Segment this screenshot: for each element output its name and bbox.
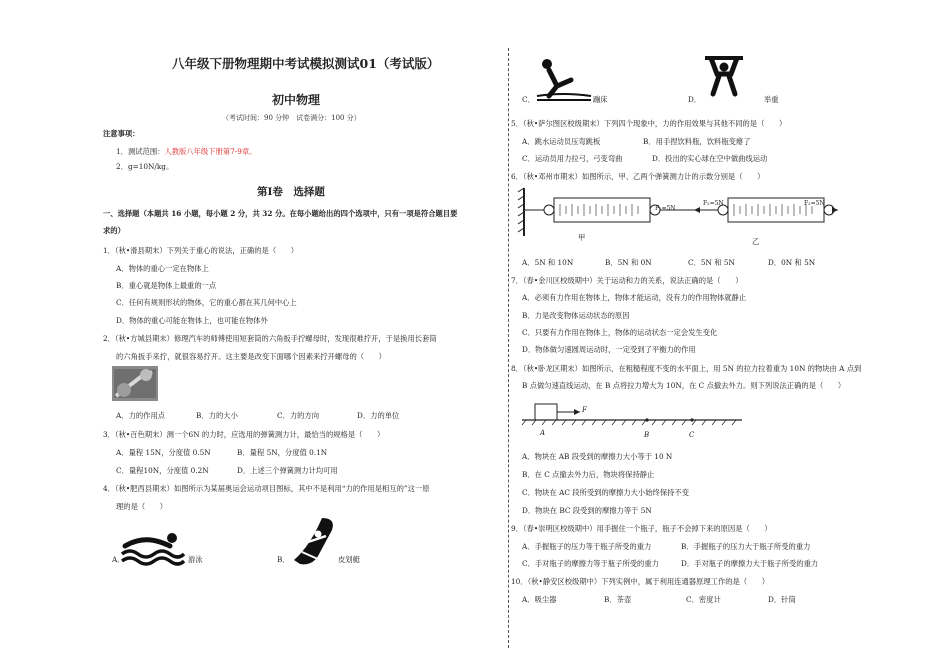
q3-stem: 3．（秋•百色期末）测一个6N 的力时，应选用的弹簧测力计，最恰当的规格是（ ） xyxy=(103,430,385,439)
spring-scale-diagram xyxy=(518,186,838,246)
q1-option-d: D．物体的重心可能在物体上，也可能在物体外 xyxy=(116,316,268,325)
wrench-photo xyxy=(112,366,158,401)
q6-option-a: A．5N 和 10N xyxy=(522,258,574,267)
q2-option-d: D．力的单位 xyxy=(357,411,400,420)
q9-option-c: C．手对瓶子的摩擦力等于瓶子所受的重力 xyxy=(522,559,659,568)
q5-option-c: C．运动员用力拉弓，弓变弯曲 xyxy=(522,154,623,163)
weightlifting-pictogram-icon xyxy=(703,52,745,96)
q6-option-c: C．5N 和 5N xyxy=(688,258,735,267)
q10-option-d: D．针筒 xyxy=(768,595,796,604)
q8-label-f: F xyxy=(582,406,587,414)
q4-option-c-letter: C． xyxy=(522,95,535,104)
trampoline-pictogram-icon xyxy=(535,58,593,104)
q2-stem-line1: 2．（秋•方城县期末）修理汽车的师傅使用短套筒的六角扳手拧螺母时，发现很难拧开，于是换用长套筒 xyxy=(103,334,437,343)
page-title: 八年级下册物理期中考试模拟测试01（考试版） xyxy=(172,56,440,71)
q7-option-d: D．物体做匀速圆周运动时，一定受到了平衡力的作用 xyxy=(522,345,696,354)
q5-option-d: D．投出的实心球在空中做曲线运动 xyxy=(652,154,768,163)
q1-option-b: B．重心就是物体上最重的一点 xyxy=(116,281,217,290)
q3-option-c: C．量程10N，分度值 0.2N xyxy=(116,466,209,475)
section-title: 第Ⅰ卷 选择题 xyxy=(257,186,325,198)
q8-label-a: A xyxy=(540,429,546,437)
q5-option-a: A．跳水运动员压弯跳板 xyxy=(522,137,601,146)
q3-option-d: D．上述三个弹簧测力计均可用 xyxy=(237,466,338,475)
q8-stem-line1: 8．（秋•卧龙区期末）如图所示，在粗糙程度不变的水平面上，用 5N 的拉力拉着重为 10N 的物块由 A 点到 xyxy=(511,364,862,373)
friction-diagram xyxy=(522,400,742,430)
q7-stem: 7．（春•金川区校级期中）关于运动和力的关系，说法正确的是（ ） xyxy=(511,276,743,285)
q10-option-b: B．茶壶 xyxy=(604,595,632,604)
q3-option-a: A．量程 15N，分度值 0.5N xyxy=(116,448,211,457)
q8-option-a: A．物块在 AB 段受到的摩擦力大小等于 10 N xyxy=(522,452,673,461)
section-intro-line1: 一、选择题（本题共 16 小题，每小题 2 分，共 32 分。在每小题给出的四个选项中，只有一项是符合题目要 xyxy=(103,209,458,218)
q4-option-a-text: 游泳 xyxy=(188,555,203,564)
q8-option-c: C．物块在 AC 段所受到的摩擦力大小始终保持不变 xyxy=(522,488,690,497)
q6-option-d: D．0N 和 5N xyxy=(768,258,816,267)
q9-option-d: D．手对瓶子的摩擦力大于瓶子所受的重力 xyxy=(681,559,819,568)
q6-stem: 6．（秋•邓州市期末）如图所示，甲、乙两个弹簧测力计的示数分别是（ ） xyxy=(511,172,765,181)
q7-option-c: C．只要有力作用在物体上，物体的运动状态一定会发生变化 xyxy=(522,328,718,337)
q4-option-d-text: 举重 xyxy=(764,95,779,104)
q4-stem-line1: 4．（秋•肥西县期末）如图所示为某届奥运会运动项目图标，其中不是利用“力的作用是相互的”这一原 xyxy=(103,484,430,493)
q10-option-c: C．密度计 xyxy=(686,595,721,604)
column-divider xyxy=(508,48,509,648)
q2-stem-line2: 的六角扳手来拧，就很容易拧开。这主要是改变下面哪个因素来拧开螺母的（ ） xyxy=(116,352,386,361)
q4-option-b-text: 皮划艇 xyxy=(338,555,360,564)
q9-option-a: A．手握瓶子的压力等于瓶子所受的重力 xyxy=(522,542,652,551)
q4-option-d-letter: D． xyxy=(688,95,702,104)
q1-option-c: C．任何有规则形状的物体，它的重心都在其几何中心上 xyxy=(116,298,297,307)
q6-force-2-label: F₂=5N xyxy=(703,200,724,207)
q6-force-3-label: F₂=5N xyxy=(804,200,825,207)
notes-item-1-range: 人教版八年级下册第7-9章。 xyxy=(164,147,257,156)
q1-option-a: A．物体的重心一定在物体上 xyxy=(116,264,209,273)
q9-stem: 9．（春•崇明区校级期中）用手握住一个瓶子，瓶子不会掉下来的原因是（ ） xyxy=(511,524,772,533)
q4-option-a-letter: A． xyxy=(112,555,125,564)
q2-option-a: A．力的作用点 xyxy=(116,411,166,420)
q4-stem-line2: 理的是（ ） xyxy=(116,502,168,511)
q2-option-c: C．力的方向 xyxy=(277,411,320,420)
q10-stem: 10．（秋•静安区校级期中）下列实例中，属于利用连通器原理工作的是（ ） xyxy=(511,577,770,586)
section-intro-line2: 求的） xyxy=(103,226,125,235)
q6-label-yi: 乙 xyxy=(752,237,760,246)
q6-option-b: B．5N 和 0N xyxy=(605,258,652,267)
q8-option-b: B．在 C 点撤去外力后，物块将保持静止 xyxy=(522,470,655,479)
q5-stem: 5．（秋•萨尔图区校级期末）下列四个现象中，力的作用效果与其他不同的是（ ） xyxy=(511,119,787,128)
swimming-pictogram-icon xyxy=(120,532,186,566)
q7-option-b: B．力是改变物体运动状态的原因 xyxy=(522,311,630,320)
q10-option-a: A．吸尘器 xyxy=(522,595,557,604)
q3-option-b: B．量程 5N，分度值 0.1N xyxy=(237,448,328,457)
q5-option-b: B．用手捏饮料瓶，饮料瓶变瘪了 xyxy=(643,137,751,146)
q8-label-b: B xyxy=(644,431,650,439)
notes-item-2: 2．g=10N/kg。 xyxy=(116,162,174,171)
q1-stem: 1．（秋•滑县期末）下列关于重心的说法，正确的是（ ） xyxy=(103,246,299,255)
subject-title: 初中物理 xyxy=(272,93,321,107)
q6-force-1-label: F₁=5N xyxy=(655,205,676,212)
q6-label-jia: 甲 xyxy=(578,233,586,242)
q4-option-c-text: 蹦床 xyxy=(593,95,608,104)
exam-meta: （考试时间：90 分钟 试卷满分：100 分） xyxy=(222,114,361,122)
q8-stem-line2: B 点做匀速直线运动，在 B 点将拉力增大为 10N，在 C 点撤去外力。则下列说法正确的是（ ） xyxy=(522,381,846,390)
q8-label-c: C xyxy=(689,431,695,439)
notes-heading: 注意事项： xyxy=(103,129,140,138)
notes-item-1 xyxy=(116,147,256,157)
q9-option-b: B．手握瓶子的压力大于瓶子所受的重力 xyxy=(681,542,811,551)
notes-item-1-prefix: 1．测试范围： xyxy=(116,147,165,156)
q8-option-d: D．物块在 BC 段受到的摩擦力等于 5N xyxy=(522,506,652,515)
q7-option-a: A．必须有力作用在物体上，物体才能运动，没有力的作用物体就静止 xyxy=(522,293,747,302)
q4-option-b-letter: B． xyxy=(277,555,290,564)
q2-option-b: B．力的大小 xyxy=(196,411,238,420)
canoe-pictogram-icon xyxy=(292,516,338,566)
